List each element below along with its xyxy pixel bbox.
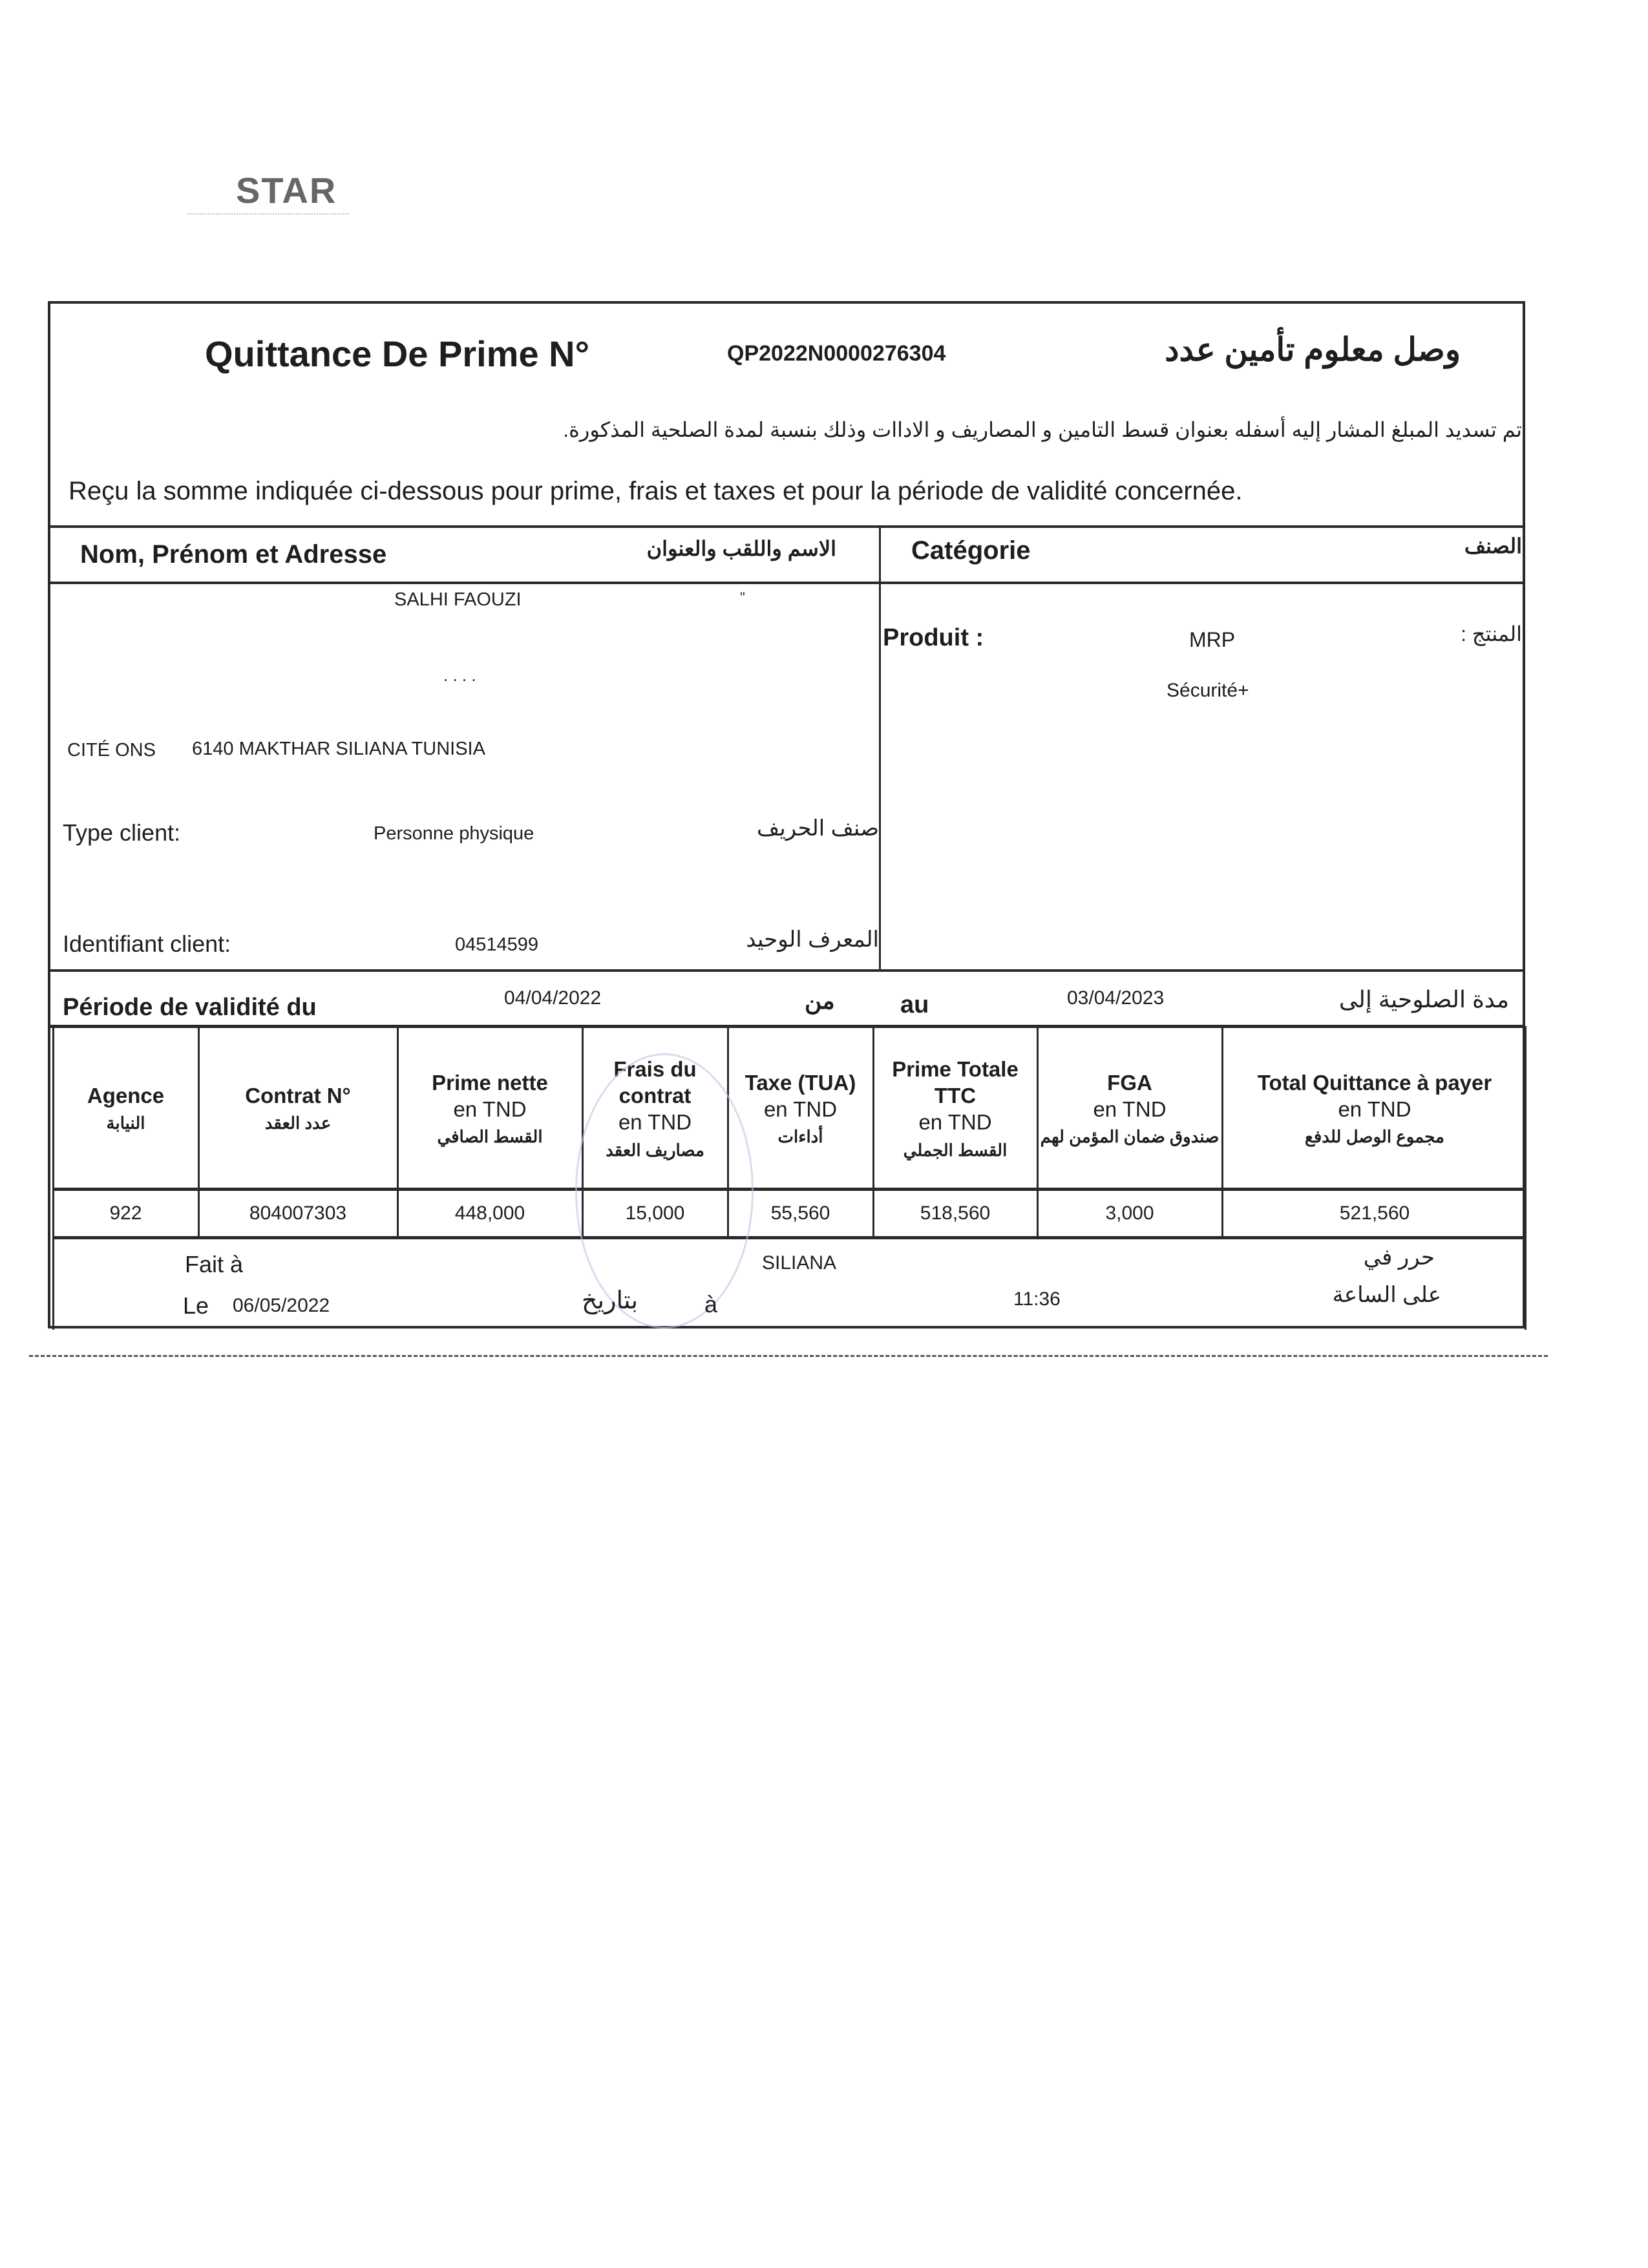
table-cell: 518,560	[920, 1202, 991, 1224]
client-id-label-ar: المعرف الوحيد	[746, 927, 879, 952]
category-section-label: Catégorie	[911, 536, 1031, 565]
divider	[52, 1236, 1527, 1239]
made-at-label: Fait à	[185, 1251, 244, 1277]
product-option: Sécurité+	[1167, 680, 1249, 701]
receipt-title: Quittance De Prime N°	[205, 333, 589, 374]
client-name: SALHI FAOUZI	[394, 589, 522, 610]
column-divider	[397, 1026, 399, 1238]
receipt-number: QP2022N0000276304	[727, 341, 946, 366]
table-cell: 521,560	[1339, 1202, 1410, 1224]
client-type-value: Personne physique	[374, 823, 534, 844]
column-title-ar: القسط الصافي	[437, 1127, 543, 1146]
client-name-mark: "	[740, 589, 745, 605]
time-value: 11:36	[1013, 1288, 1061, 1310]
period-to-label: au	[900, 991, 929, 1018]
client-address: 6140 MAKTHAR SILIANA TUNISIA	[192, 739, 485, 759]
column-title-ar: القسط الجملي	[903, 1140, 1008, 1160]
table-cell: 15,000	[625, 1202, 685, 1224]
made-at-label-ar: حرر في	[1363, 1245, 1435, 1270]
client-section-label: Nom, Prénom et Adresse	[80, 540, 387, 569]
column-header	[1224, 1029, 1525, 1188]
date-label-ar: بتاريخ	[582, 1287, 639, 1314]
table-cell: 55,560	[770, 1202, 830, 1224]
client-type-label: Type client:	[63, 819, 181, 846]
period-to: 03/04/2023	[1067, 987, 1165, 1009]
client-id-label: Identifiant client:	[63, 930, 231, 957]
column-header	[1039, 1029, 1220, 1188]
column-header	[55, 1029, 196, 1188]
column-title-ar: عدد العقد	[264, 1113, 332, 1133]
table-cell: 3,000	[1105, 1202, 1154, 1224]
column-title-ar: النيابة	[106, 1113, 145, 1133]
column-divider	[198, 1026, 200, 1238]
column-header	[399, 1029, 580, 1188]
column-title: Agence	[87, 1084, 165, 1108]
table-cell: 804007303	[249, 1202, 347, 1224]
column-divider	[1221, 1026, 1223, 1238]
divider	[48, 969, 1525, 972]
column-title: FGA	[1107, 1070, 1152, 1095]
column-header	[200, 1029, 396, 1188]
divider	[48, 1025, 1525, 1028]
product-label: Produit :	[883, 624, 984, 651]
column-divider	[872, 1026, 874, 1238]
period-label: Période de validité du	[63, 994, 317, 1021]
column-title: Total Quittance à payer	[1257, 1070, 1492, 1095]
date-value: 06/05/2022	[233, 1295, 330, 1316]
date-label: Le	[183, 1292, 209, 1319]
period-label-ar: مدة الصلوحية إلى	[1338, 986, 1509, 1013]
column-title: Contrat N°	[245, 1084, 351, 1108]
column-title: Prime Totale TTC	[892, 1056, 1019, 1108]
column-title: Prime nette	[432, 1070, 548, 1095]
period-from-ar: من	[805, 987, 835, 1014]
client-address-line2: . . . .	[443, 666, 476, 685]
intro-text-fr: Reçu la somme indiquée ci-dessous pour prime, frais et taxes et pour la période de validité concernée.	[69, 477, 1243, 505]
client-section-label-ar: الاسم واللقب والعنوان	[646, 537, 836, 560]
intro-text-ar: تم تسديد المبلغ المشار إليه أسفله بعنوان قسط التامين و المصاريف و الاداات وذلك بنسبة لمدة الصلحية المذكورة.	[563, 418, 1522, 441]
column-unit: en TND	[763, 1097, 838, 1121]
column-unit: en TND	[453, 1097, 527, 1121]
category-section-label-ar: الصنف	[1464, 534, 1522, 558]
client-id-value: 04514599	[455, 934, 539, 955]
star-logo: STAR	[236, 170, 337, 211]
receipt-title-ar: وصل معلوم تأمين عدد	[1165, 331, 1461, 368]
column-divider	[52, 1026, 54, 1330]
cut-line	[29, 1355, 1548, 1357]
column-unit: en TND	[1093, 1097, 1167, 1121]
time-label: à	[704, 1291, 718, 1318]
column-unit: en TND	[918, 1110, 992, 1135]
time-label-ar: على الساعة	[1332, 1283, 1441, 1307]
client-city: CITÉ ONS	[67, 740, 156, 761]
column-header	[875, 1029, 1035, 1188]
column-unit: en TND	[618, 1110, 692, 1135]
column-title: Taxe (TUA)	[745, 1070, 856, 1095]
table-cell: 448,000	[454, 1202, 525, 1224]
place: SILIANA	[762, 1252, 837, 1274]
product-value: MRP	[1189, 628, 1236, 651]
column-title-ar: مصاريف العقد	[606, 1140, 704, 1160]
column-title-ar: أداءات	[777, 1127, 823, 1146]
column-title: Frais du contrat	[613, 1056, 697, 1108]
product-label-ar: المنتج :	[1461, 622, 1522, 646]
column-title-ar: مجموع الوصل للدفع	[1305, 1127, 1444, 1146]
table-cell: 922	[109, 1202, 142, 1224]
logo-subtitle	[187, 213, 349, 216]
client-type-label-ar: صنف الحريف	[757, 816, 879, 841]
period-from: 04/04/2022	[504, 987, 602, 1009]
divider	[48, 582, 1525, 584]
divider	[879, 525, 881, 971]
column-divider	[1037, 1026, 1039, 1238]
column-unit: en TND	[1338, 1097, 1411, 1121]
column-title-ar: صندوق ضمان المؤمن لهم	[1040, 1127, 1220, 1146]
divider	[48, 525, 1525, 528]
